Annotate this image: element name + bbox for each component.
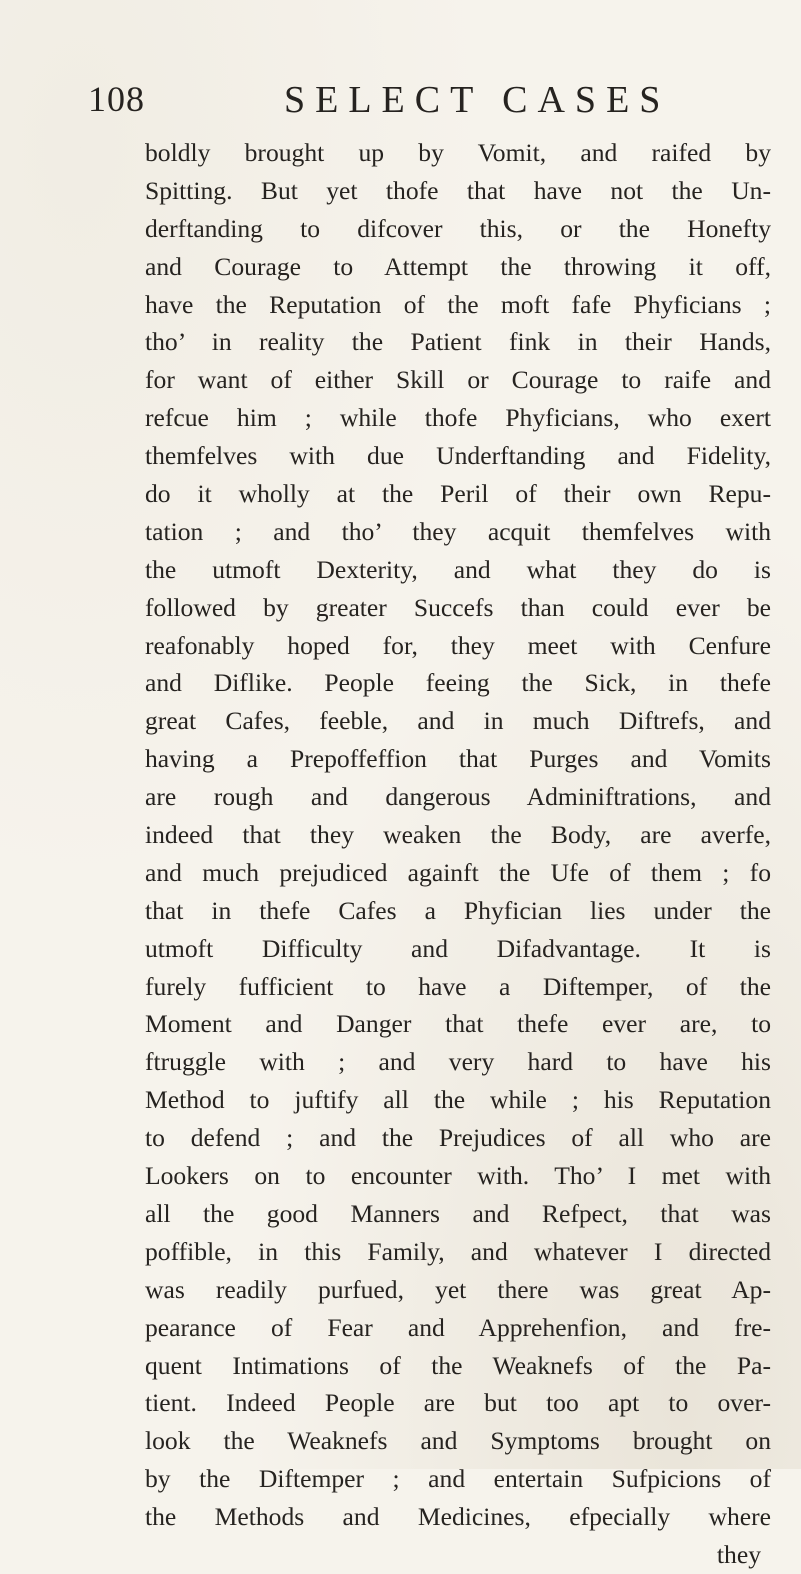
text-line: quent Intimations of the Weaknefs of the Pa- <box>145 1350 771 1380</box>
text-line: tient. Indeed People are but too apt to over- <box>145 1388 771 1418</box>
text-line: tho’ in reality the Patient fink in their Hands, <box>145 327 771 357</box>
text-line: to defend ; and the Prejudices of all who are <box>145 1123 771 1153</box>
text-line: followed by greater Succefs than could ever be <box>145 592 771 622</box>
text-line: poffible, in this Family, and whatever I directed <box>145 1236 771 1266</box>
text-line: that in thefe Cafes a Phyfician lies under the <box>145 895 771 925</box>
text-line: derftanding to difcover this, or the Honefty <box>145 213 771 243</box>
text-line: all the good Manners and Refpect, that was <box>145 1198 771 1228</box>
text-line: Spitting. But yet thofe that have not the Un- <box>145 175 771 205</box>
text-line: and Courage to Attempt the throwing it off, <box>145 251 771 281</box>
catchword: they <box>716 1539 761 1569</box>
text-line: have the Reputation of the moft fafe Phyficians ; <box>145 289 771 319</box>
text-line: having a Prepoffeffion that Purges and Vomits <box>145 744 771 774</box>
text-line: Lookers on to encounter with. Tho’ I met with <box>145 1161 771 1191</box>
text-line: themfelves with due Underftanding and Fidelity, <box>145 441 771 471</box>
page-header <box>88 78 748 128</box>
text-line: ftruggle with ; and very hard to have his <box>145 1047 771 1077</box>
text-line: reafonably hoped for, they meet with Cenfure <box>145 630 771 660</box>
text-line: the Methods and Medicines, efpecially where <box>145 1502 771 1532</box>
text-line: refcue him ; while thofe Phyficians, who exert <box>145 403 771 433</box>
text-line: Moment and Danger that thefe ever are, to <box>145 1009 771 1039</box>
text-line: pearance of Fear and Apprehenfion, and fre- <box>145 1312 771 1342</box>
running-title: SELECT CASES <box>284 79 671 121</box>
text-line: by the Diftemper ; and entertain Sufpicions of <box>145 1464 771 1494</box>
text-line: tation ; and tho’ they acquit themfelves with <box>145 516 771 546</box>
text-line: and Diflike. People feeing the Sick, in thefe <box>145 668 771 698</box>
text-line: boldly brought up by Vomit, and raifed by <box>145 138 771 167</box>
text-line: the utmoft Dexterity, and what they do is <box>145 554 771 584</box>
body-text <box>145 134 785 1574</box>
text-line: are rough and dangerous Adminiftrations, and <box>145 782 771 812</box>
text-line: was readily purfued, yet there was great Ap- <box>145 1274 771 1304</box>
page-number: 108 <box>88 79 145 119</box>
text-line: Method to juftify all the while ; his Reputation <box>145 1085 771 1115</box>
text-line: indeed that they weaken the Body, are averfe, <box>145 820 771 850</box>
text-line: furely fufficient to have a Diftemper, of the <box>145 971 771 1001</box>
text-line: do it wholly at the Peril of their own Repu- <box>145 479 771 509</box>
text-line: utmoft Difficulty and Difadvantage. It is <box>145 933 771 963</box>
text-line: for want of either Skill or Courage to raife and <box>145 365 771 395</box>
text-line: and much prejudiced againft the Ufe of them ; fo <box>145 857 771 887</box>
text-line: great Cafes, feeble, and in much Diftrefs, and <box>145 706 771 736</box>
text-line: look the Weaknefs and Symptoms brought on <box>145 1426 771 1456</box>
